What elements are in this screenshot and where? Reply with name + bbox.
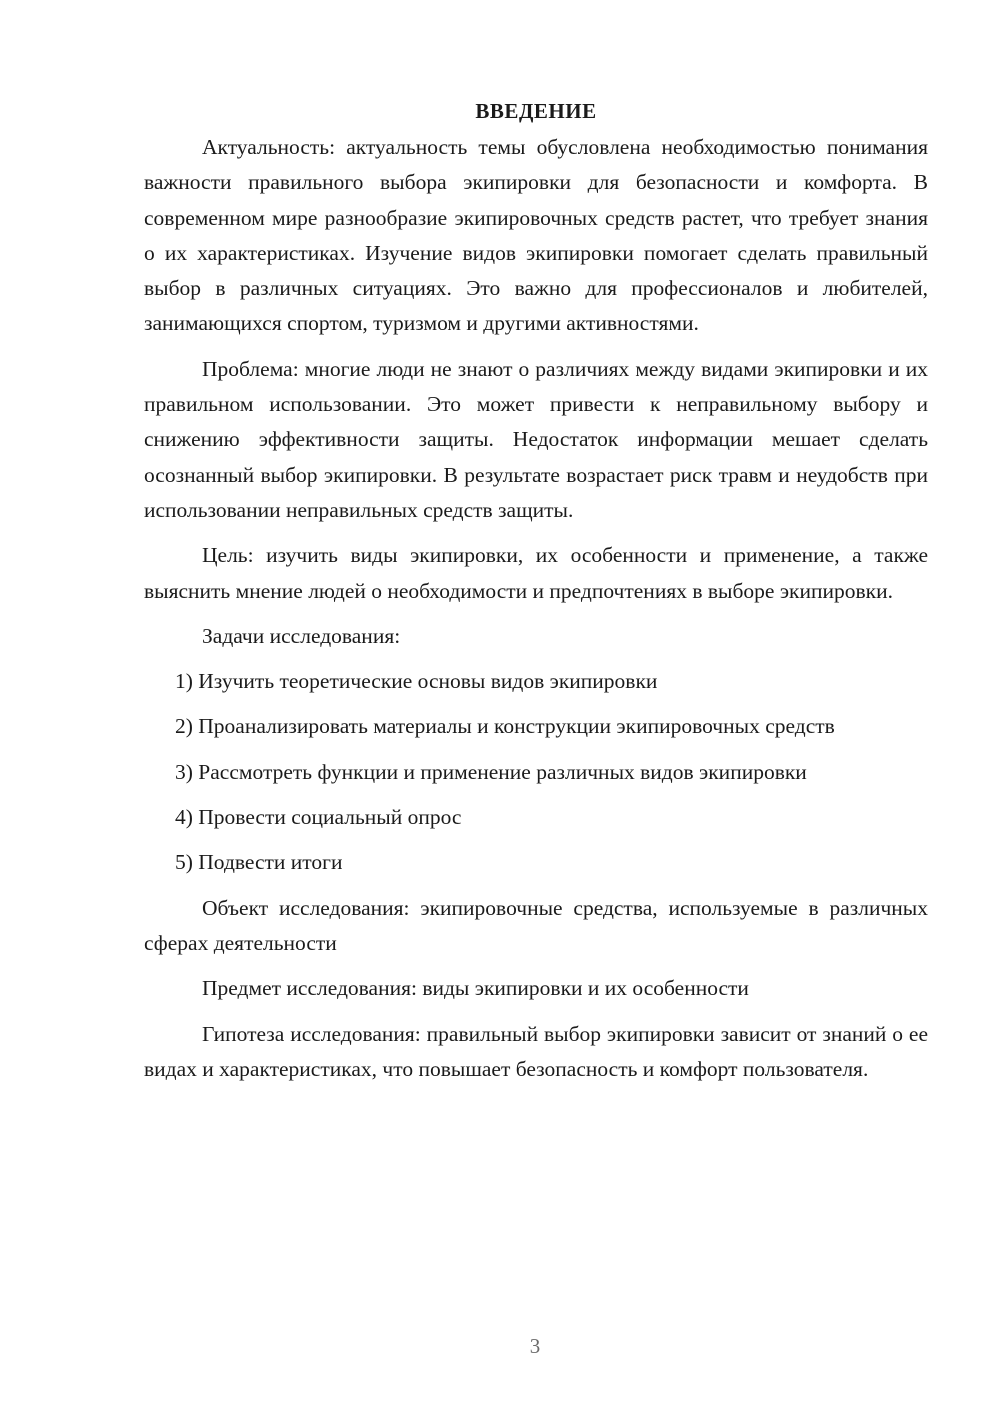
task-item-3: 3) Рассмотреть функции и применение различных видов экипировки <box>175 759 807 784</box>
document-body <box>144 96 928 1097</box>
paragraph-goal: Цель: изучить виды экипировки, их особенности и применение, а также выяснить мнение людей о необходимости и предпочтениях в выборе экипировки. <box>144 543 928 603</box>
task-item-2: 2) Проанализировать материалы и конструкции экипировочных средств <box>175 714 835 739</box>
paragraph-problem: Проблема: многие люди не знают о различиях между видами экипировки и их правильном использовании. Это может привести к неправильному выбору и снижению эффективности защиты. Недостаток информации мешает сделать осознанный выбор экипировки. В результате возрастает риск травм и неудобств при использовании неправильных средств защиты. <box>144 356 928 522</box>
section-title: ВВЕДЕНИЕ <box>475 99 597 123</box>
paragraph-hypothesis: Гипотеза исследования: правильный выбор экипировки зависит от знаний о ее видах и характеристиках, что повышает безопасность и комфорт пользователя. <box>144 1021 928 1081</box>
paragraph-object: Объект исследования: экипировочные средства, используемые в различных сферах деятельности <box>144 895 928 955</box>
paragraph-relevance: Актуальность: актуальность темы обусловлена необходимостью понимания важности правильного выбора экипировки для безопасности и комфорта. В современном мире разнообразие экипировочных средств растет, что требует знания о их характеристиках. Изучение видов экипировки помогает сделать правильный выбор в различных ситуациях. Это важно для профессионалов и любителей, занимающихся спортом, туризмом и другими активностями. <box>144 135 928 336</box>
page-number: 3 <box>529 1334 541 1358</box>
task-item-4: 4) Провести социальный опрос <box>175 805 462 830</box>
tasks-heading: Задачи исследования: <box>202 623 401 648</box>
task-item-5: 5) Подвести итоги <box>175 850 343 875</box>
task-item-1: 1) Изучить теоретические основы видов экипировки <box>175 669 658 694</box>
paragraph-subject: Предмет исследования: виды экипировки и их особенности <box>202 976 749 1001</box>
